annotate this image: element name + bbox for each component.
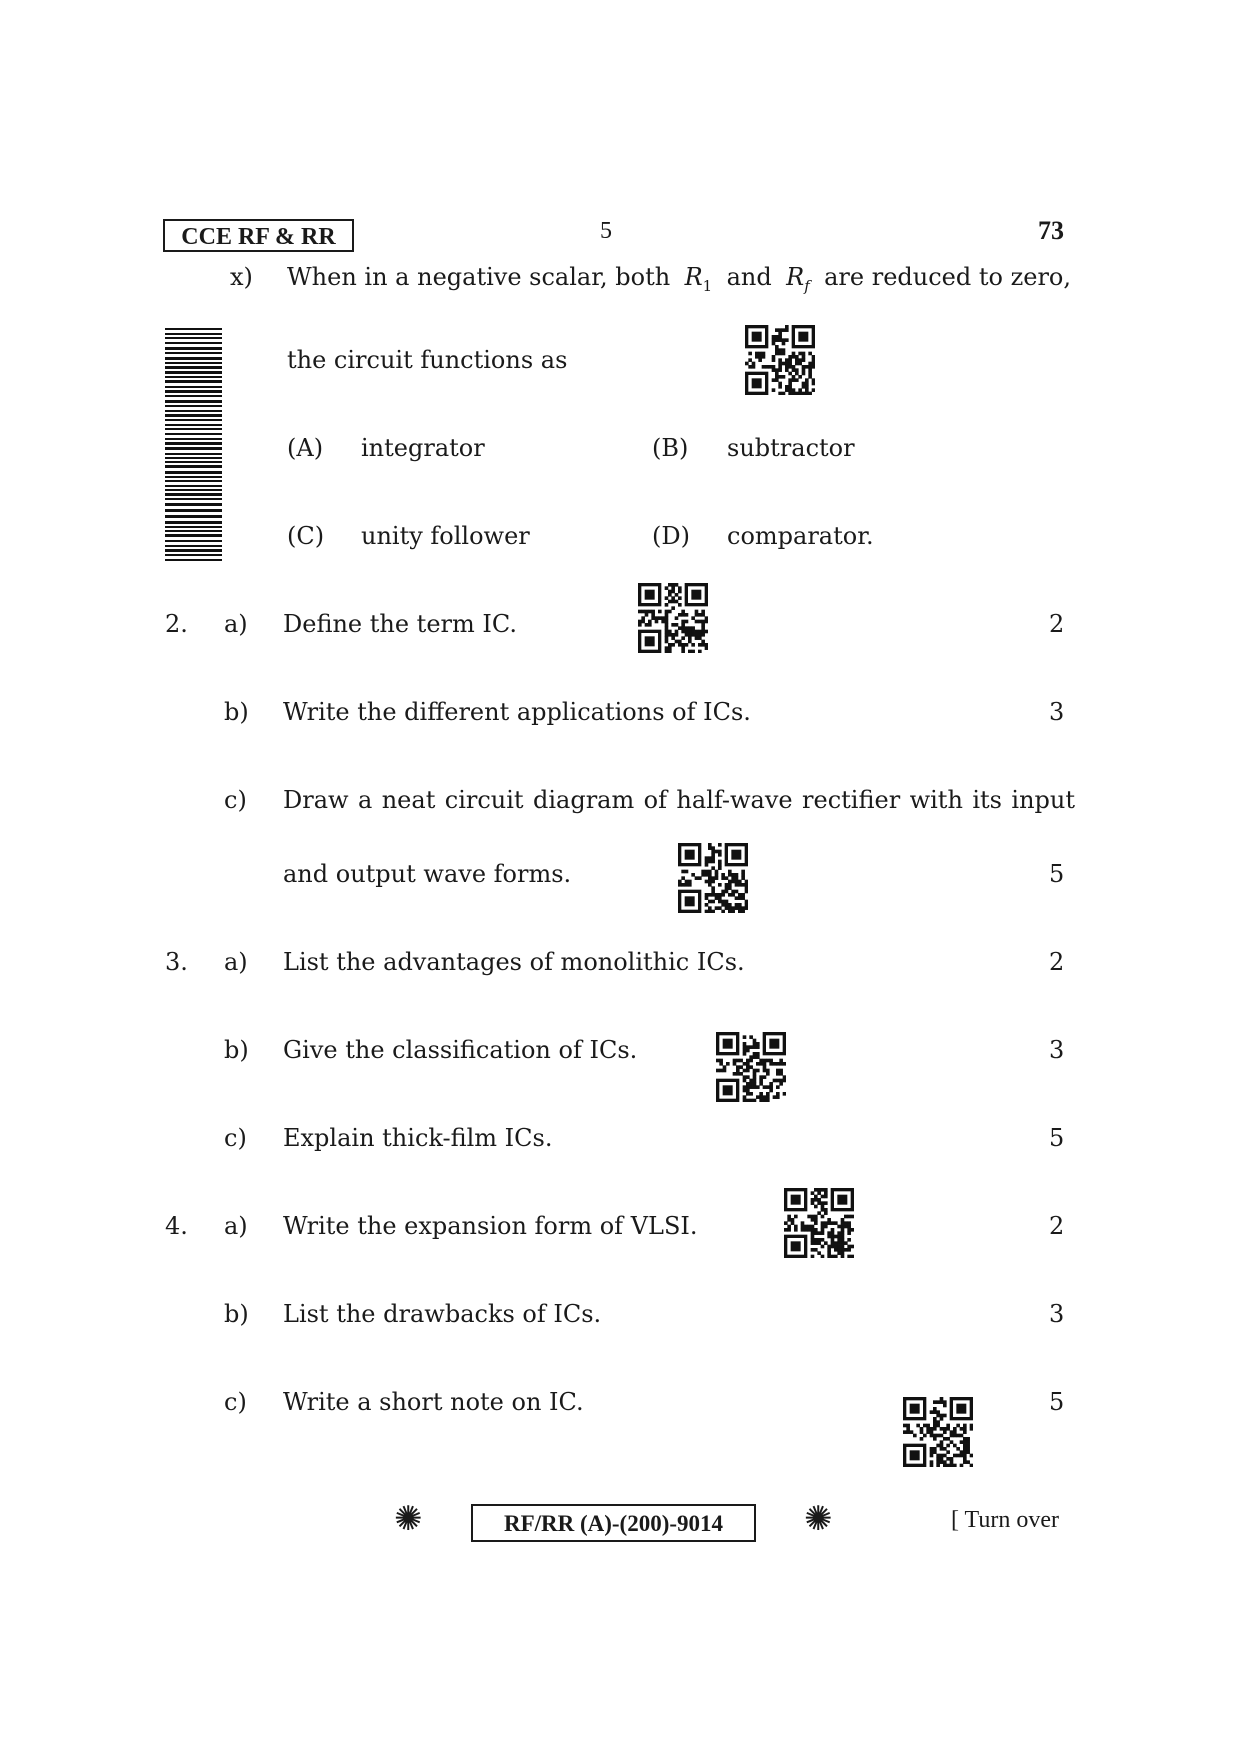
r1-symbol: $R_1$ [684,263,713,295]
stem-and: and [726,263,772,291]
mcq-stem-line2: the circuit functions as [287,346,568,374]
rf-symbol: $R_f$ [786,263,810,295]
q2b-marks: 3 [1049,698,1065,726]
q4a-text: Write the expansion form of VLSI. [283,1212,698,1240]
q4a-label: a) [224,1212,248,1240]
q2b-label: b) [224,698,249,726]
q4-number: 4. [165,1212,188,1240]
q2a-label: a) [224,610,248,638]
q2a-text: Define the term IC. [283,610,517,638]
starburst-icon: ✺ [394,1499,423,1539]
qr-code-icon [638,583,708,653]
option-b-key: (B) [652,434,689,462]
header-label: CCE RF & RR [163,219,354,252]
q4c-label: c) [224,1388,247,1416]
q3c-text: Explain thick-film ICs. [283,1124,553,1152]
q4c-marks: 5 [1049,1388,1065,1416]
footer-code: RF/RR (A)-(200)-9014 [471,1504,756,1542]
page-number: 5 [600,218,612,244]
mcq-stem-line1 [287,263,1071,295]
option-d-key: (D) [652,522,690,550]
option-a-key: (A) [287,434,324,462]
turn-over: [ Turn over [951,1507,1060,1533]
q3c-marks: 5 [1049,1124,1065,1152]
q4c-text: Write a short note on IC. [283,1388,584,1416]
q2c-marks: 5 [1049,860,1065,888]
qr-code-icon [903,1397,973,1467]
starburst-icon: ✺ [804,1499,833,1539]
q2-number: 2. [165,610,188,638]
option-b-text: subtractor [727,434,855,462]
q3a-label: a) [224,948,248,976]
stem-part2: are reduced to zero, [824,263,1071,291]
q4b-text: List the drawbacks of ICs. [283,1300,602,1328]
option-c-key: (C) [287,522,325,550]
q2b-text: Write the different applications of ICs. [283,698,751,726]
q4a-marks: 2 [1049,1212,1065,1240]
qr-code-icon [678,843,748,913]
q2c-text-line2: and output wave forms. [283,860,572,888]
option-a-text: integrator [361,434,485,462]
q3b-label: b) [224,1036,249,1064]
paper-code: 73 [1038,216,1064,245]
qr-code-icon [784,1188,854,1258]
option-d-text: comparator. [727,522,874,550]
q4b-marks: 3 [1049,1300,1065,1328]
q2c-label: c) [224,786,247,814]
q3a-marks: 2 [1049,948,1065,976]
q3c-label: c) [224,1124,247,1152]
q3a-text: List the advantages of monolithic ICs. [283,948,745,976]
q3-number: 3. [165,948,188,976]
q2a-marks: 2 [1049,610,1065,638]
q4b-label: b) [224,1300,249,1328]
mcq-label: x) [230,263,253,291]
q2c-text: Draw a neat circuit diagram of half-wave rectifier with its input [283,786,1075,814]
option-c-text: unity follower [361,522,530,550]
q3b-text: Give the classification of ICs. [283,1036,638,1064]
stem-part1: When in a negative scalar, both [287,263,671,291]
qr-code-icon [716,1032,786,1102]
barcode-icon [165,328,222,563]
q3b-marks: 3 [1049,1036,1065,1064]
qr-code-icon [745,325,815,395]
